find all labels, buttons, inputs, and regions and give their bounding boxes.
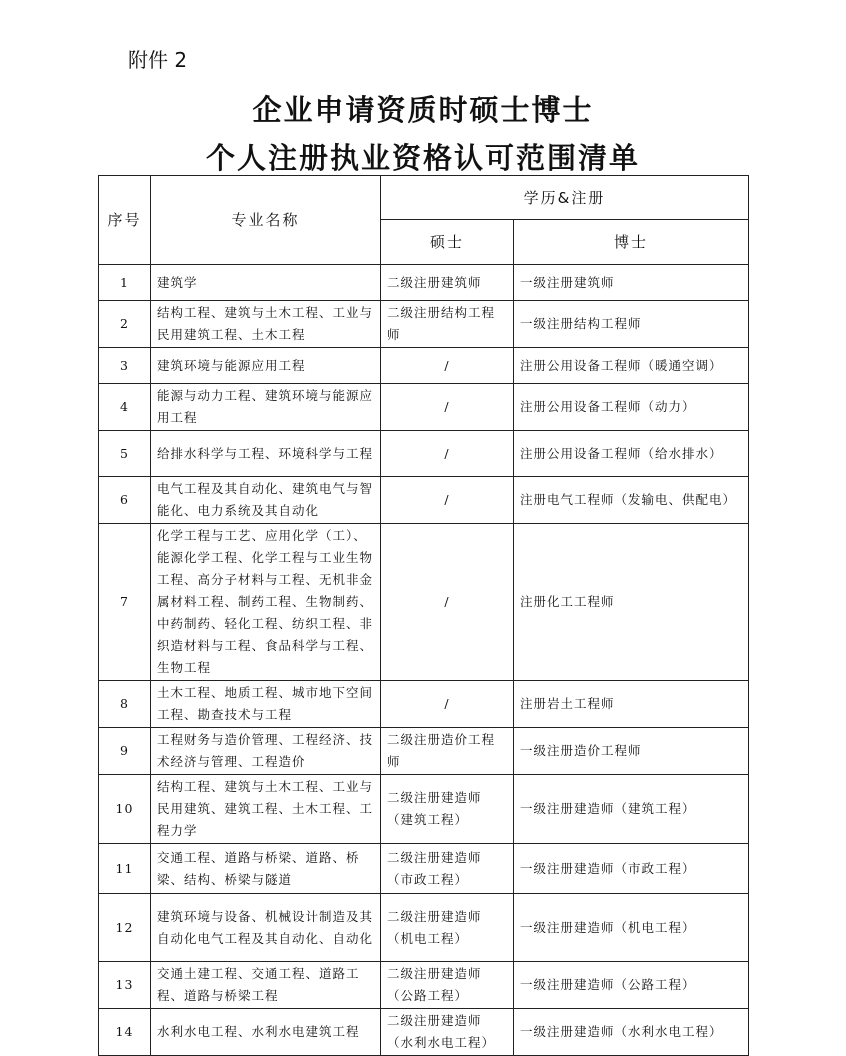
- row-doctor: 一级注册建造师（机电工程）: [514, 894, 749, 962]
- row-major: 交通工程、道路与桥梁、道路、桥梁、结构、桥梁与隧道: [151, 844, 381, 894]
- row-doctor: 一级注册建造师（建筑工程）: [514, 775, 749, 844]
- row-doctor: 注册公用设备工程师（给水排水）: [514, 431, 749, 477]
- table-row: [99, 431, 749, 477]
- table-row: [99, 348, 749, 384]
- header-group: 学历&注册: [381, 176, 749, 220]
- row-major: 结构工程、建筑与土木工程、工业与民用建筑工程、土木工程: [151, 301, 381, 348]
- row-master: /: [381, 524, 514, 681]
- header-doctor: 博士: [514, 220, 749, 265]
- row-major: 结构工程、建筑与土木工程、工业与民用建筑、建筑工程、土木工程、工程力学: [151, 775, 381, 844]
- row-doctor: 一级注册建造师（公路工程）: [514, 962, 749, 1009]
- row-major: 给排水科学与工程、环境科学与工程: [151, 431, 381, 477]
- table-row: [99, 524, 749, 681]
- row-major: 土木工程、地质工程、城市地下空间工程、勘查技术与工程: [151, 681, 381, 728]
- row-major: 建筑学: [151, 265, 381, 301]
- row-doctor: 注册岩土工程师: [514, 681, 749, 728]
- title-line-2: 个人注册执业资格认可范围清单: [205, 141, 640, 175]
- table-row: [99, 384, 749, 431]
- row-doctor: 一级注册建筑师: [514, 265, 749, 301]
- row-master: /: [381, 431, 514, 477]
- row-master: 二级注册结构工程师: [381, 301, 514, 348]
- row-master: 二级注册建造师（机电工程）: [381, 894, 514, 962]
- row-index: 9: [99, 728, 151, 775]
- row-master: 二级注册建造师（水利水电工程）: [381, 1009, 514, 1056]
- row-doctor: 注册公用设备工程师（动力）: [514, 384, 749, 431]
- table-row: [99, 681, 749, 728]
- row-master: 二级注册建造师（建筑工程）: [381, 775, 514, 844]
- header-index: 序号: [99, 176, 151, 265]
- qualification-table: [98, 175, 749, 1056]
- row-major: 工程财务与造价管理、工程经济、技术经济与管理、工程造价: [151, 728, 381, 775]
- row-doctor: 注册公用设备工程师（暖通空调）: [514, 348, 749, 384]
- row-master: /: [381, 348, 514, 384]
- row-doctor: 注册电气工程师（发输电、供配电）: [514, 477, 749, 524]
- attachment-label: 附件 2: [128, 48, 188, 72]
- table-row: [99, 265, 749, 301]
- table-row: [99, 477, 749, 524]
- row-major: 化学工程与工艺、应用化学（工）、能源化学工程、化学工程与工业生物工程、高分子材料与工程、无机非金属材料工程、制药工程、生物制药、中药制药、轻化工程、纺织工程、非织造材料与工程、食品科学与工程、生物工程: [151, 524, 381, 681]
- row-index: 12: [99, 894, 151, 962]
- row-index: 13: [99, 962, 151, 1009]
- row-master: 二级注册建造师（公路工程）: [381, 962, 514, 1009]
- row-master: 二级注册建筑师: [381, 265, 514, 301]
- row-major: 建筑环境与能源应用工程: [151, 348, 381, 384]
- row-major: 水利水电工程、水利水电建筑工程: [151, 1009, 381, 1056]
- row-master: 二级注册造价工程师: [381, 728, 514, 775]
- row-index: 4: [99, 384, 151, 431]
- row-index: 2: [99, 301, 151, 348]
- row-doctor: 一级注册造价工程师: [514, 728, 749, 775]
- table-row: [99, 962, 749, 1009]
- row-major: 交通土建工程、交通工程、道路工程、道路与桥梁工程: [151, 962, 381, 1009]
- row-master: /: [381, 384, 514, 431]
- row-index: 11: [99, 844, 151, 894]
- row-master: /: [381, 681, 514, 728]
- row-index: 1: [99, 265, 151, 301]
- row-doctor: 一级注册建造师（市政工程）: [514, 844, 749, 894]
- row-doctor: 一级注册建造师（水利水电工程）: [514, 1009, 749, 1056]
- title-line-1: 企业申请资质时硕士博士: [252, 93, 594, 127]
- row-index: 5: [99, 431, 151, 477]
- row-major: 建筑环境与设备、机械设计制造及其自动化电气工程及其自动化、自动化: [151, 894, 381, 962]
- row-index: 8: [99, 681, 151, 728]
- header-major: 专业名称: [151, 176, 381, 265]
- row-index: 14: [99, 1009, 151, 1056]
- row-major: 电气工程及其自动化、建筑电气与智能化、电力系统及其自动化: [151, 477, 381, 524]
- table-row: [99, 301, 749, 348]
- row-index: 10: [99, 775, 151, 844]
- table-row: [99, 728, 749, 775]
- row-master: /: [381, 477, 514, 524]
- table-row: [99, 844, 749, 894]
- header-master: 硕士: [381, 220, 514, 265]
- table-row: [99, 775, 749, 844]
- row-major: 能源与动力工程、建筑环境与能源应用工程: [151, 384, 381, 431]
- row-doctor: 注册化工工程师: [514, 524, 749, 681]
- row-doctor: 一级注册结构工程师: [514, 301, 749, 348]
- table-row: [99, 1009, 749, 1056]
- table-row: [99, 894, 749, 962]
- row-master: 二级注册建造师（市政工程）: [381, 844, 514, 894]
- row-index: 6: [99, 477, 151, 524]
- row-index: 3: [99, 348, 151, 384]
- row-index: 7: [99, 524, 151, 681]
